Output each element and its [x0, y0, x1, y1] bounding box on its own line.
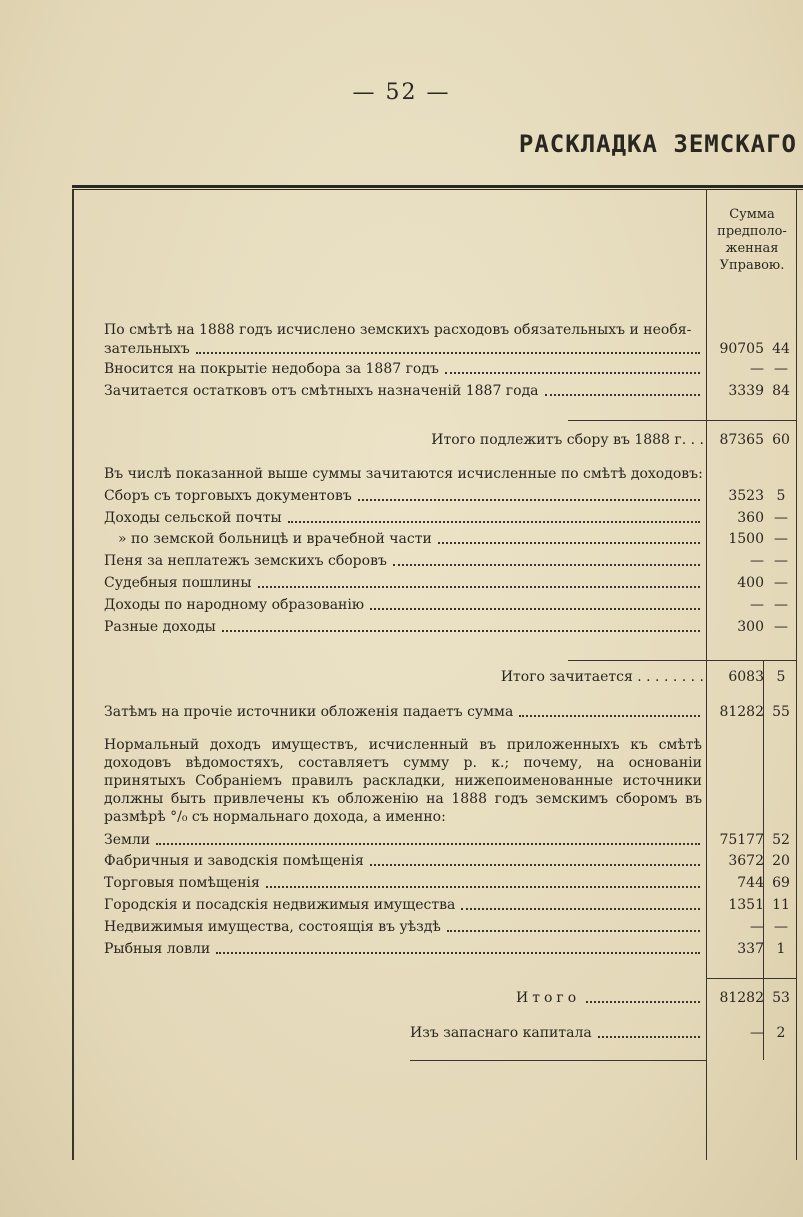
amount-kopecks: 20 [772, 853, 790, 869]
leader-dots [358, 488, 700, 501]
source-row [104, 941, 704, 958]
row-text: Вносится на покрытіе недобора за 1887 годъ [104, 361, 439, 377]
row-text: Доходы по народному образованію [104, 597, 365, 613]
amount-kopecks: 52 [772, 832, 790, 848]
amount-kopecks: 84 [772, 383, 790, 399]
remainders-row [104, 383, 704, 400]
amount-kopecks: — [774, 361, 788, 377]
amount-kopecks: — [774, 575, 788, 591]
amount-rubles: 360 [737, 510, 764, 526]
bottom-rule [410, 1060, 706, 1061]
leader-dots [598, 1025, 700, 1038]
amount-rubles: 6083 [728, 669, 764, 685]
amount-rubles: 337 [737, 941, 764, 957]
leader-dots [156, 832, 700, 845]
amount-rubles: 1351 [728, 897, 764, 913]
row-text: По смѣтѣ на 1888 годъ исчислено земскихъ расходовъ обязательныхъ и необя- [104, 322, 692, 338]
grand-total-row [516, 990, 704, 1007]
amount-rubles: 3523 [728, 488, 764, 504]
amount-kopecks: 55 [772, 704, 790, 720]
amount-rubles: — [750, 553, 764, 569]
amount-rubles: 400 [737, 575, 764, 591]
amount-kopecks: 69 [772, 875, 790, 891]
source-row [104, 919, 704, 936]
source-row [104, 832, 704, 849]
row-text: Итого [516, 990, 581, 1006]
income-row [104, 553, 704, 570]
left-border [72, 190, 74, 1160]
row-text: Судебныя пошлины [104, 575, 252, 591]
row-text: Торговыя помѣщенія [104, 875, 260, 891]
amount-kopecks: 2 [776, 1025, 786, 1041]
row-text: Разные доходы [104, 619, 216, 635]
amount-kopecks: — [774, 619, 788, 635]
amount-rubles: — [750, 1025, 764, 1041]
amount-kopecks: 53 [772, 990, 790, 1006]
subtotal-rule [568, 420, 796, 421]
source-row [104, 897, 704, 914]
leader-dots [445, 361, 700, 374]
row-text: Сборъ съ торговыхъ документовъ [104, 488, 352, 504]
income-row [104, 488, 704, 505]
income-row [104, 531, 704, 548]
row-text: Затѣмъ на прочіе источники обложенія падаетъ сумма [104, 704, 514, 720]
amount-kopecks: 60 [772, 432, 790, 448]
amount-rubles: — [750, 919, 764, 935]
subtotal-rule [568, 660, 796, 661]
amount-rubles: — [750, 361, 764, 377]
deficit-row [104, 361, 704, 378]
leader-dots [370, 853, 700, 866]
leader-dots [222, 619, 700, 632]
leader-dots [370, 597, 700, 610]
amount-rubles: 81282 [719, 990, 764, 1006]
amount-kopecks: — [774, 919, 788, 935]
income-row [104, 510, 704, 527]
income-row [104, 575, 704, 592]
amount-kopecks: — [774, 531, 788, 547]
row-text: Зачитается остатковъ отъ смѣтныхъ назначеній 1887 года [104, 383, 539, 399]
amount-kopecks: 5 [776, 669, 786, 685]
amount-kopecks: 44 [772, 341, 790, 357]
top-rule-thin [72, 189, 803, 190]
amount-rubles: 75177 [719, 832, 764, 848]
top-rule [72, 185, 803, 188]
income-row [104, 619, 704, 636]
row-text: Фабричныя и заводскія помѣщенія [104, 853, 364, 869]
amount-kopecks: — [774, 510, 788, 526]
row-text: » по земской больницѣ и врачебной части [118, 531, 432, 547]
leader-dots [288, 510, 700, 523]
amount-rubles: — [750, 597, 764, 613]
subtotal-rule [706, 978, 796, 979]
row-text: Доходы сельской почты [104, 510, 282, 526]
amount-kopecks: — [774, 597, 788, 613]
row-text: Недвижимыя имущества, состоящія въ уѣздѣ [104, 919, 441, 935]
leader-dots [545, 383, 700, 396]
estimate-expenses-text [104, 322, 702, 339]
total-credited: Итого зачитается . . . . . . . . [500, 669, 704, 685]
leader-dots [266, 875, 700, 888]
amount-rubles: 87365 [719, 432, 764, 448]
other-sources-row [104, 704, 704, 721]
amount-kopecks: 1 [776, 941, 786, 957]
income-intro: Въ числѣ показанной выше суммы зачитаются исчисленные по смѣтѣ доходовъ: [104, 466, 703, 482]
right-border [796, 190, 797, 1160]
amount-rubles: 3339 [728, 383, 764, 399]
column-header: Сумма предполо- женная Управою. [717, 207, 787, 273]
row-text: зательныхъ [104, 341, 190, 357]
leader-dots [461, 897, 700, 910]
row-text: Городскія и посадскія недвижимыя имущества [104, 897, 456, 913]
leader-dots [447, 919, 700, 932]
normal-income-paragraph: Нормальный доходъ имуществъ, исчисленный въ приложенныхъ къ смѣтѣ доходовъ вѣдомостяхъ, составляетъ сумму р. к.; почему, на основаніи принятыхъ Собраніемъ правилъ раскладки, нижепоименованные источники должны быть привлечены къ обложенію на 1888 годъ земскимъ сборомъ въ размѣрѣ °/₀ съ нормальнаго дохода, а именно: [104, 737, 702, 825]
amount-rubles: 300 [737, 619, 764, 635]
row-text: Изъ запаснаго капитала [410, 1025, 592, 1041]
reserve-capital-row [410, 1025, 704, 1042]
total-to-collect: Итого подлежитъ сбору въ 1888 г. . . [431, 432, 704, 448]
leader-dots [393, 553, 700, 566]
leader-dots [216, 941, 700, 954]
amount-rubles: 81282 [719, 704, 764, 720]
amount-kopecks: 11 [772, 897, 790, 913]
amount-rubles: 3672 [728, 853, 764, 869]
leader-dots [438, 531, 700, 544]
income-row [104, 597, 704, 614]
amount-rubles: 744 [737, 875, 764, 891]
amount-rubles: 1500 [728, 531, 764, 547]
leader-dots [196, 341, 700, 354]
amount-rubles: 90705 [719, 341, 764, 357]
page-number: — 52 — [352, 80, 451, 105]
amount-kopecks: — [774, 553, 788, 569]
source-row [104, 875, 704, 892]
leader-dots [258, 575, 700, 588]
section-heading: РАСКЛАДКА ЗЕМСКАГО [518, 130, 797, 158]
leader-dots [586, 990, 700, 1003]
row-text: Рыбныя ловли [104, 941, 211, 957]
amount-kopecks: 5 [776, 488, 786, 504]
estimate-expenses-row [104, 341, 704, 358]
row-text: Пеня за неплатежъ земскихъ сборовъ [104, 553, 387, 569]
leader-dots [519, 704, 700, 717]
source-row [104, 853, 704, 870]
row-text: Земли [104, 832, 151, 848]
